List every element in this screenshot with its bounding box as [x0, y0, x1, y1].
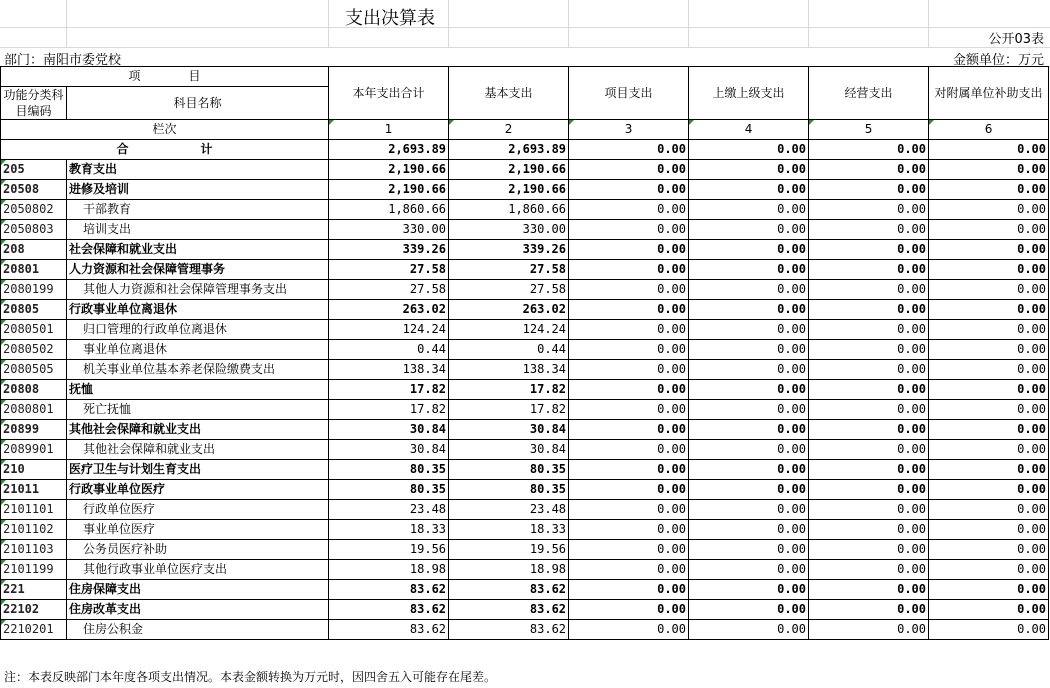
row-code: 2101101 — [1, 500, 67, 520]
row-value: 0.00 — [569, 340, 689, 360]
row-code: 20899 — [1, 420, 67, 440]
table-row — [1, 360, 1049, 380]
row-value: 17.82 — [449, 400, 569, 420]
row-value: 138.34 — [329, 360, 449, 380]
row-value: 0.00 — [809, 220, 929, 240]
row-value: 0.00 — [569, 220, 689, 240]
row-value: 0.00 — [569, 440, 689, 460]
row-value: 0.00 — [929, 540, 1049, 560]
row-value: 83.62 — [329, 580, 449, 600]
table-row — [1, 480, 1049, 500]
row-value: 0.00 — [809, 440, 929, 460]
row-value: 0.00 — [569, 480, 689, 500]
row-value: 0.00 — [569, 260, 689, 280]
row-code: 2210201 — [1, 620, 67, 640]
sheet-gridlines — [0, 0, 1050, 48]
row-value: 0.00 — [809, 520, 929, 540]
row-value: 0.00 — [689, 460, 809, 480]
row-value: 0.00 — [929, 260, 1049, 280]
row-value: 0.00 — [929, 420, 1049, 440]
row-value: 0.00 — [809, 620, 929, 640]
row-value: 0.00 — [929, 380, 1049, 400]
row-code: 20808 — [1, 380, 67, 400]
row-value: 80.35 — [449, 460, 569, 480]
row-value: 1,860.66 — [329, 200, 449, 220]
row-value: 17.82 — [329, 400, 449, 420]
header-upper: 上缴上级支出 — [689, 67, 809, 120]
row-value: 0.00 — [929, 480, 1049, 500]
row-name: 机关事业单位基本养老保险缴费支出 — [67, 360, 329, 380]
header-subsidy: 对附属单位补助支出 — [929, 67, 1049, 120]
row-code: 2101102 — [1, 520, 67, 540]
row-value: 0.00 — [569, 600, 689, 620]
row-code: 2080199 — [1, 280, 67, 300]
row-name: 人力资源和社会保障管理事务 — [67, 260, 329, 280]
row-value: 18.98 — [329, 560, 449, 580]
col-num: 1 — [329, 120, 449, 140]
row-value: 0.00 — [809, 360, 929, 380]
header-business: 经营支出 — [809, 67, 929, 120]
row-value: 0.00 — [689, 600, 809, 620]
row-value: 0.00 — [929, 280, 1049, 300]
row-value: 0.44 — [449, 340, 569, 360]
row-value: 0.00 — [569, 560, 689, 580]
total-value: 0.00 — [929, 140, 1049, 160]
row-code: 208 — [1, 240, 67, 260]
row-value: 0.00 — [569, 500, 689, 520]
row-name: 归口管理的行政单位离退休 — [67, 320, 329, 340]
row-name: 行政事业单位医疗 — [67, 480, 329, 500]
row-value: 0.00 — [809, 560, 929, 580]
row-value: 0.00 — [809, 580, 929, 600]
row-value: 0.00 — [929, 520, 1049, 540]
total-value: 0.00 — [569, 140, 689, 160]
row-code: 2080505 — [1, 360, 67, 380]
row-value: 0.00 — [569, 420, 689, 440]
row-name: 行政单位医疗 — [67, 500, 329, 520]
row-value: 0.00 — [929, 460, 1049, 480]
row-code: 20801 — [1, 260, 67, 280]
total-row — [1, 140, 1049, 160]
row-name: 住房保障支出 — [67, 580, 329, 600]
row-value: 0.00 — [809, 200, 929, 220]
table-row — [1, 340, 1049, 360]
row-name: 培训支出 — [67, 220, 329, 240]
row-value: 0.00 — [929, 300, 1049, 320]
table-row — [1, 420, 1049, 440]
row-name: 其他行政事业单位医疗支出 — [67, 560, 329, 580]
row-value: 263.02 — [449, 300, 569, 320]
row-name: 住房公积金 — [67, 620, 329, 640]
row-name: 死亡抚恤 — [67, 400, 329, 420]
row-value: 80.35 — [329, 480, 449, 500]
header-basic: 基本支出 — [449, 67, 569, 120]
header-func-code: 功能分类科目编码 — [1, 87, 67, 120]
row-value: 27.58 — [329, 280, 449, 300]
table-row — [1, 200, 1049, 220]
row-value: 0.00 — [569, 160, 689, 180]
footnote: 注：本表反映部门本年度各项支出情况。本表金额转换为万元时，因四舍五入可能存在尾差。 — [4, 670, 497, 684]
row-code: 205 — [1, 160, 67, 180]
row-value: 339.26 — [449, 240, 569, 260]
row-value: 0.00 — [569, 400, 689, 420]
row-value: 124.24 — [449, 320, 569, 340]
row-value: 0.00 — [689, 580, 809, 600]
public-table-number: 公开03表 — [988, 32, 1044, 47]
row-name: 其他人力资源和社会保障管理事务支出 — [67, 280, 329, 300]
row-value: 83.62 — [449, 600, 569, 620]
row-value: 0.00 — [929, 180, 1049, 200]
header-subject-name: 科目名称 — [67, 87, 329, 120]
row-value: 19.56 — [449, 540, 569, 560]
table-row — [1, 440, 1049, 460]
table-row — [1, 600, 1049, 620]
row-value: 0.00 — [929, 340, 1049, 360]
row-value: 0.00 — [929, 560, 1049, 580]
row-value: 0.00 — [809, 380, 929, 400]
row-value: 0.00 — [689, 360, 809, 380]
row-value: 0.00 — [809, 480, 929, 500]
row-value: 0.00 — [929, 500, 1049, 520]
table-row — [1, 280, 1049, 300]
row-value: 0.00 — [689, 340, 809, 360]
total-value: 2,693.89 — [449, 140, 569, 160]
row-value: 17.82 — [329, 380, 449, 400]
row-name: 医疗卫生与计划生育支出 — [67, 460, 329, 480]
row-value: 0.00 — [689, 260, 809, 280]
row-value: 0.00 — [809, 420, 929, 440]
row-value: 0.00 — [809, 600, 929, 620]
row-value: 0.00 — [569, 460, 689, 480]
row-value: 1,860.66 — [449, 200, 569, 220]
row-value: 2,190.66 — [449, 160, 569, 180]
row-code: 20508 — [1, 180, 67, 200]
row-value: 0.00 — [689, 160, 809, 180]
row-name: 其他社会保障和就业支出 — [67, 420, 329, 440]
row-code: 210 — [1, 460, 67, 480]
row-value: 0.00 — [809, 280, 929, 300]
amount-unit-label: 金额单位：万元 — [952, 53, 1044, 68]
row-value: 0.00 — [809, 320, 929, 340]
report-title: 支出决算表 — [345, 8, 435, 29]
row-value: 0.00 — [689, 220, 809, 240]
row-value: 23.48 — [329, 500, 449, 520]
row-value: 0.00 — [569, 280, 689, 300]
row-value: 0.00 — [929, 320, 1049, 340]
row-value: 0.00 — [689, 400, 809, 420]
row-value: 330.00 — [449, 220, 569, 240]
row-value: 27.58 — [329, 260, 449, 280]
row-code: 22102 — [1, 600, 67, 620]
row-value: 0.00 — [809, 260, 929, 280]
table-row — [1, 300, 1049, 320]
row-value: 0.00 — [689, 520, 809, 540]
row-name: 社会保障和就业支出 — [67, 240, 329, 260]
row-value: 83.62 — [449, 580, 569, 600]
row-value: 80.35 — [449, 480, 569, 500]
table-row — [1, 520, 1049, 540]
expenditure-table — [0, 66, 1049, 640]
table-row — [1, 540, 1049, 560]
row-value: 0.00 — [569, 520, 689, 540]
row-name: 干部教育 — [67, 200, 329, 220]
row-value: 0.00 — [689, 180, 809, 200]
row-value: 23.48 — [449, 500, 569, 520]
row-value: 0.00 — [689, 480, 809, 500]
row-value: 0.00 — [809, 300, 929, 320]
table-row — [1, 260, 1049, 280]
col-num: 5 — [809, 120, 929, 140]
row-code: 2089901 — [1, 440, 67, 460]
row-value: 80.35 — [329, 460, 449, 480]
row-value: 83.62 — [329, 600, 449, 620]
row-value: 18.98 — [449, 560, 569, 580]
row-value: 0.00 — [929, 400, 1049, 420]
col-num: 2 — [449, 120, 569, 140]
row-value: 0.00 — [929, 240, 1049, 260]
row-value: 0.00 — [929, 620, 1049, 640]
row-code: 2101103 — [1, 540, 67, 560]
row-value: 339.26 — [329, 240, 449, 260]
row-value: 0.00 — [809, 500, 929, 520]
row-value: 0.00 — [809, 340, 929, 360]
row-value: 0.00 — [809, 240, 929, 260]
row-value: 0.00 — [569, 540, 689, 560]
row-value: 27.58 — [449, 260, 569, 280]
row-code: 2080801 — [1, 400, 67, 420]
row-value: 0.00 — [569, 300, 689, 320]
row-value: 0.00 — [569, 200, 689, 220]
row-name: 住房改革支出 — [67, 600, 329, 620]
row-value: 0.00 — [689, 320, 809, 340]
row-name: 事业单位医疗 — [67, 520, 329, 540]
table-row — [1, 580, 1049, 600]
row-value: 0.00 — [689, 500, 809, 520]
row-value: 138.34 — [449, 360, 569, 380]
row-value: 17.82 — [449, 380, 569, 400]
row-value: 83.62 — [449, 620, 569, 640]
total-value: 2,693.89 — [329, 140, 449, 160]
row-value: 2,190.66 — [329, 180, 449, 200]
row-value: 0.00 — [809, 460, 929, 480]
row-code: 20805 — [1, 300, 67, 320]
row-value: 0.00 — [689, 300, 809, 320]
col-num: 3 — [569, 120, 689, 140]
header-project: 项目支出 — [569, 67, 689, 120]
row-value: 18.33 — [449, 520, 569, 540]
row-value: 27.58 — [449, 280, 569, 300]
table-row — [1, 560, 1049, 580]
row-value: 0.00 — [929, 360, 1049, 380]
table-row — [1, 460, 1049, 480]
row-value: 0.00 — [809, 400, 929, 420]
row-value: 0.00 — [689, 380, 809, 400]
table-row — [1, 240, 1049, 260]
row-value: 0.00 — [569, 380, 689, 400]
row-name: 事业单位离退休 — [67, 340, 329, 360]
row-value: 0.00 — [689, 240, 809, 260]
row-name: 进修及培训 — [67, 180, 329, 200]
row-code: 2050803 — [1, 220, 67, 240]
row-value: 19.56 — [329, 540, 449, 560]
header-item: 项 目 — [1, 67, 329, 87]
row-value: 0.00 — [929, 440, 1049, 460]
row-value: 124.24 — [329, 320, 449, 340]
row-value: 0.00 — [809, 160, 929, 180]
row-value: 0.00 — [569, 240, 689, 260]
row-code: 2080501 — [1, 320, 67, 340]
row-value: 0.00 — [569, 360, 689, 380]
total-value: 0.00 — [689, 140, 809, 160]
row-value: 0.00 — [689, 620, 809, 640]
row-code: 221 — [1, 580, 67, 600]
row-value: 0.00 — [689, 440, 809, 460]
row-value: 0.44 — [329, 340, 449, 360]
row-name: 教育支出 — [67, 160, 329, 180]
row-name: 其他社会保障和就业支出 — [67, 440, 329, 460]
row-value: 30.84 — [449, 420, 569, 440]
row-value: 30.84 — [329, 440, 449, 460]
row-name: 抚恤 — [67, 380, 329, 400]
row-name: 公务员医疗补助 — [67, 540, 329, 560]
department-label: 部门：南阳市委党校 — [4, 53, 122, 68]
row-code: 2080502 — [1, 340, 67, 360]
row-value: 0.00 — [689, 200, 809, 220]
row-value: 0.00 — [569, 320, 689, 340]
total-label: 合 计 — [1, 140, 329, 160]
total-value: 0.00 — [809, 140, 929, 160]
row-value: 330.00 — [329, 220, 449, 240]
row-value: 0.00 — [929, 160, 1049, 180]
row-value: 83.62 — [329, 620, 449, 640]
col-num: 4 — [689, 120, 809, 140]
header-column-label: 栏次 — [1, 120, 329, 140]
row-value: 0.00 — [929, 220, 1049, 240]
row-code: 2101199 — [1, 560, 67, 580]
header-total: 本年支出合计 — [329, 67, 449, 120]
table-row — [1, 180, 1049, 200]
table-row — [1, 380, 1049, 400]
row-value: 2,190.66 — [449, 180, 569, 200]
row-value: 0.00 — [569, 620, 689, 640]
row-value: 30.84 — [449, 440, 569, 460]
row-value: 0.00 — [689, 560, 809, 580]
row-value: 0.00 — [929, 200, 1049, 220]
row-value: 0.00 — [929, 600, 1049, 620]
row-code: 2050802 — [1, 200, 67, 220]
row-code: 21011 — [1, 480, 67, 500]
row-value: 30.84 — [329, 420, 449, 440]
row-value: 0.00 — [809, 180, 929, 200]
row-value: 0.00 — [689, 540, 809, 560]
table-row — [1, 620, 1049, 640]
row-value: 0.00 — [689, 280, 809, 300]
col-num: 6 — [929, 120, 1049, 140]
row-value: 0.00 — [929, 580, 1049, 600]
row-value: 2,190.66 — [329, 160, 449, 180]
row-value: 0.00 — [569, 580, 689, 600]
row-value: 0.00 — [689, 420, 809, 440]
row-value: 0.00 — [809, 540, 929, 560]
table-row — [1, 220, 1049, 240]
row-name: 行政事业单位离退休 — [67, 300, 329, 320]
row-value: 263.02 — [329, 300, 449, 320]
table-row — [1, 400, 1049, 420]
table-row — [1, 320, 1049, 340]
row-value: 0.00 — [569, 180, 689, 200]
row-value: 18.33 — [329, 520, 449, 540]
table-row — [1, 500, 1049, 520]
table-row — [1, 160, 1049, 180]
